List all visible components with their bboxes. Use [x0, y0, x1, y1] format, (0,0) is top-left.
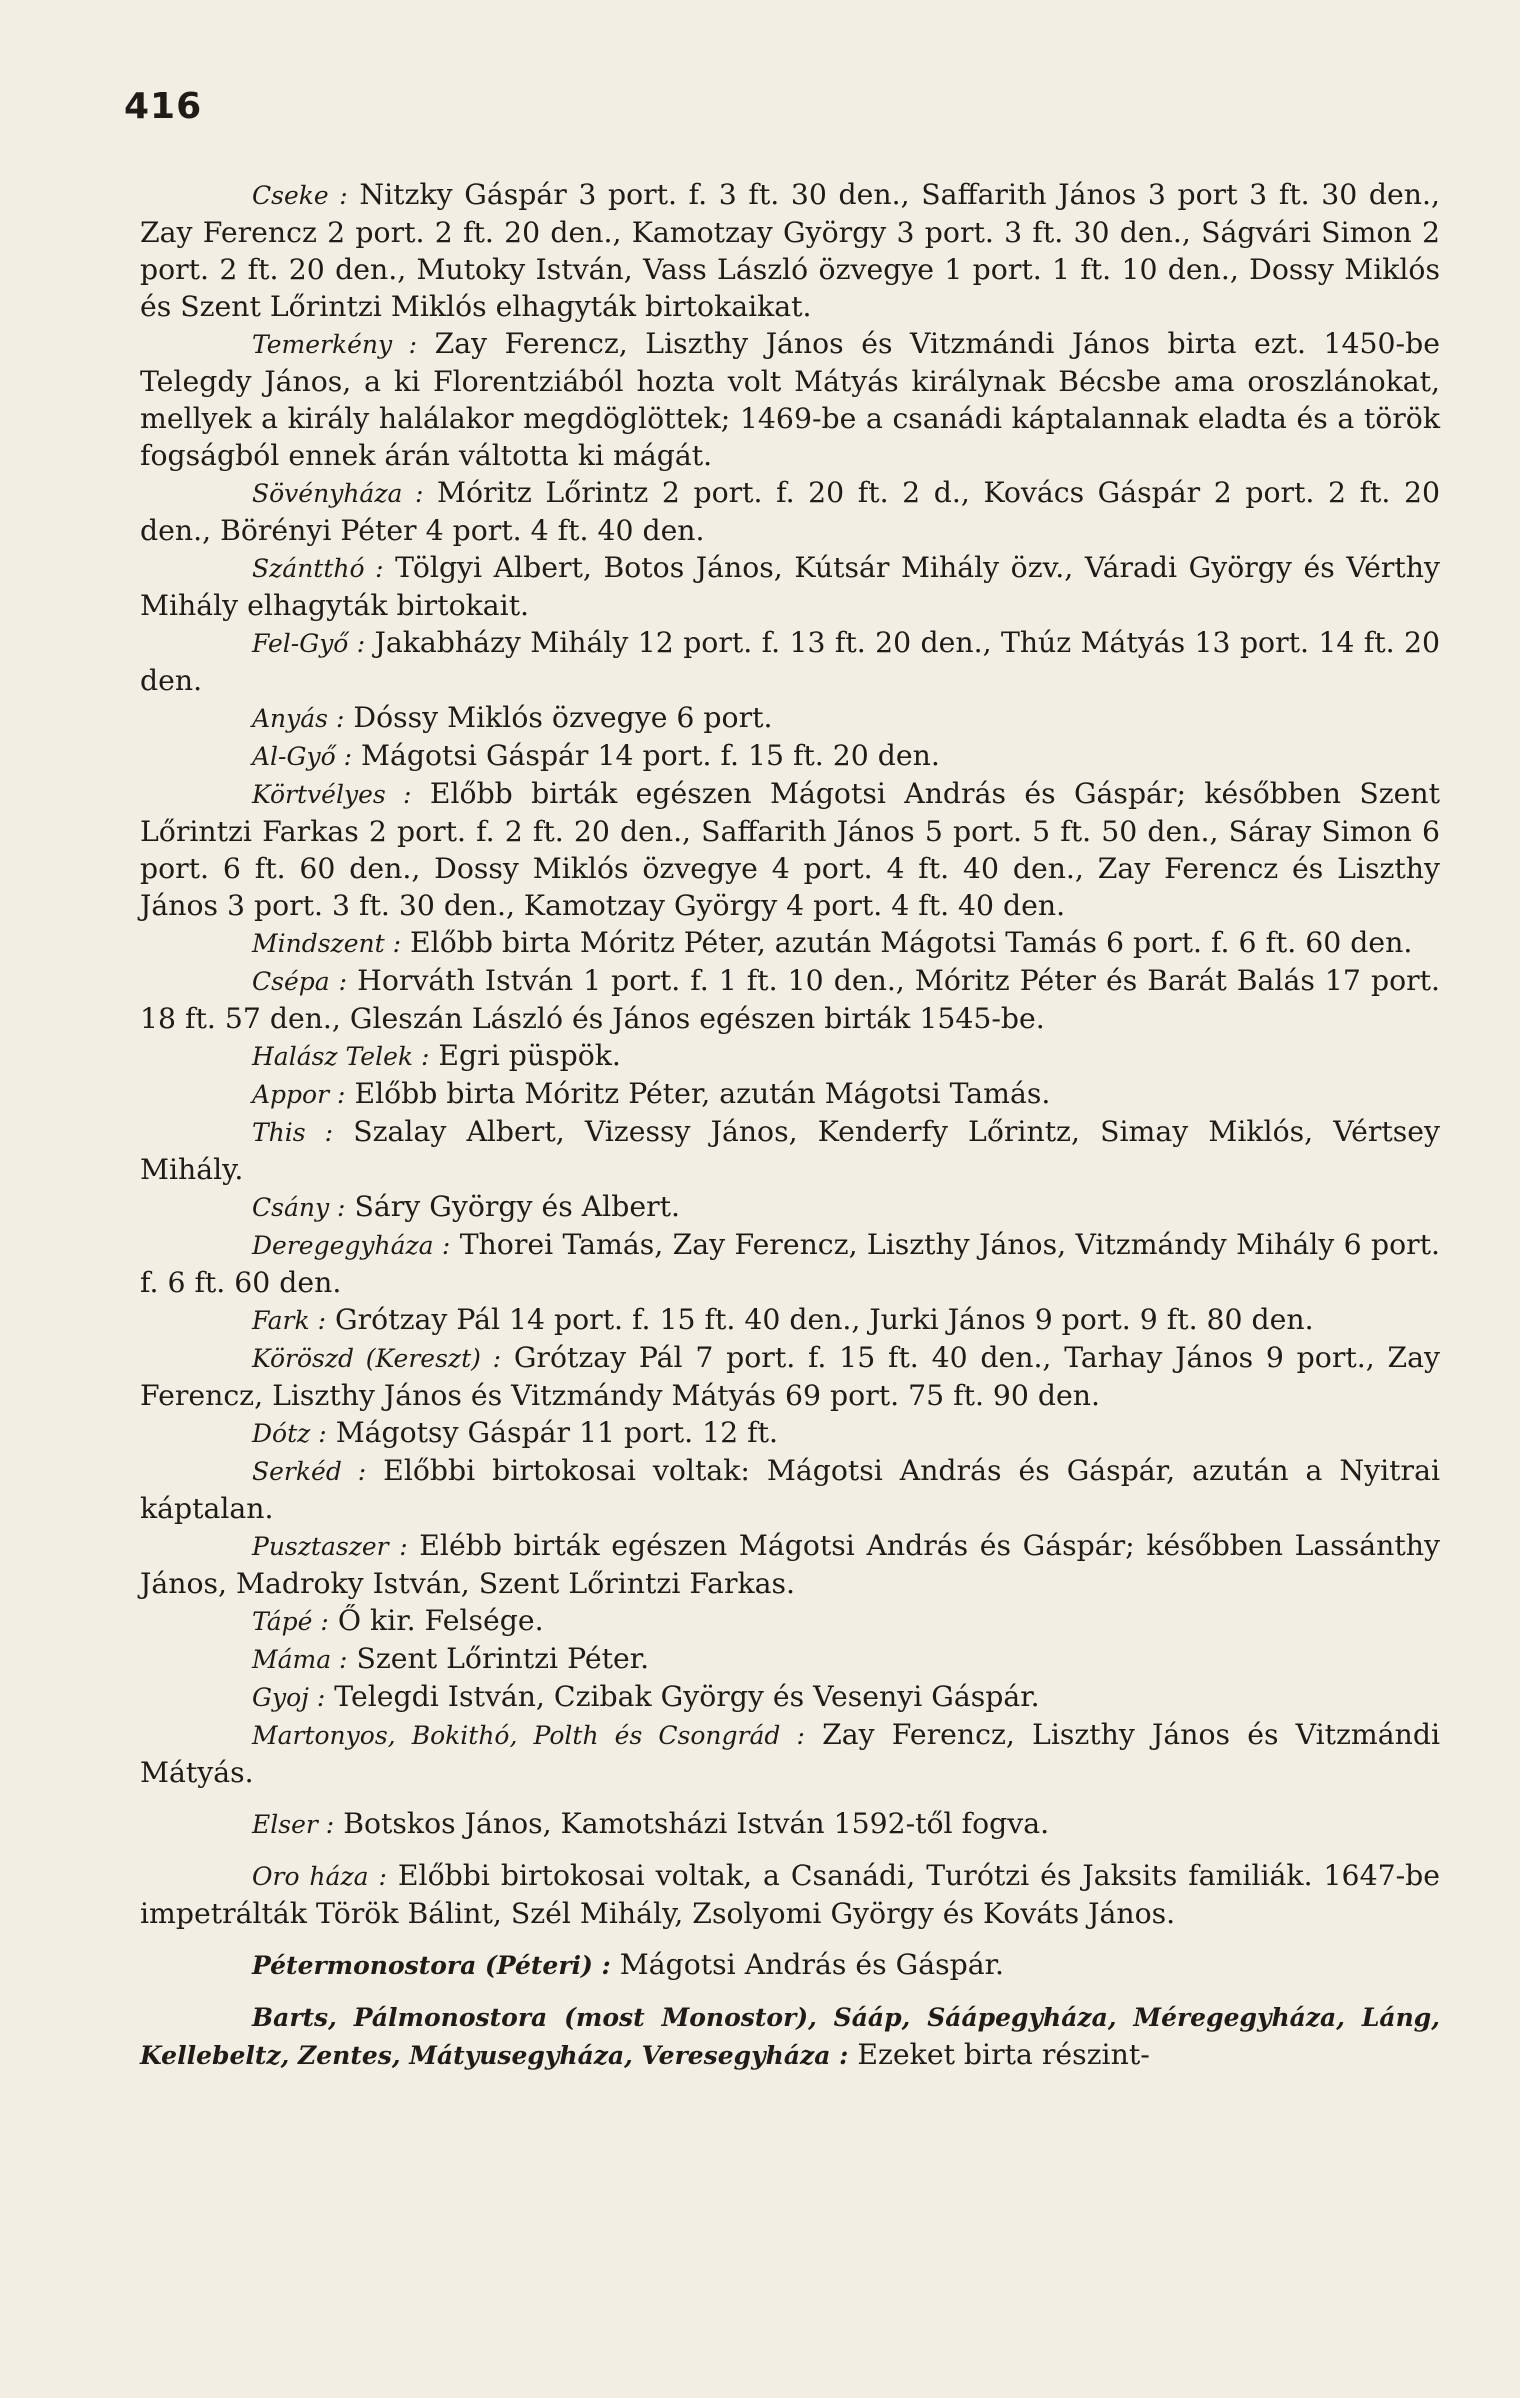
place-name: Oro háza : — [252, 1862, 387, 1891]
place-name: Barts, Pálmonostora (most Monostor), Sááp, Sáápegyháza, Méregegyháza, Láng, Kellebeltz, Zentes, Mátyusegyháza, Veresegyháza : — [140, 2003, 1440, 2070]
place-name: Al-Győ : — [252, 742, 353, 771]
entry-text: Előbb birták egészen Mágotsi András és Gáspár; későbben Szent Lőrintzi Farkas 2 port. f. 2 ft. 20 den., Saffarith János 5 port. 5 ft. 50 den., Sáray Simon 6 port. 6 ft. 60 den., Dossy Miklós özvegye 4 port. 4 ft. 40 den., Zay Ferencz és Liszthy János 3 port. 3 ft. 30 den., Kamotzay György 4 port. 4 ft. 40 den. — [140, 777, 1440, 922]
place-name: Deregegyháza : — [252, 1231, 451, 1260]
entry-mama — [140, 1640, 1440, 1678]
place-name: Appor : — [252, 1080, 346, 1109]
place-name: Máma : — [252, 1645, 348, 1674]
entry-text: Egri püspök. — [438, 1039, 621, 1072]
entry-martonyos — [140, 1716, 1440, 1791]
entry-text: Tölgyi Albert, Botos János, Kútsár Mihály özv., Váradi György és Vérthy Mihály elhagyták birtokait. — [140, 551, 1441, 622]
entry-text: Elébb birták egészen Mágotsi András és Gáspár; későbben Lassánthy János, Madroky István, Szent Lőrintzi Farkas. — [140, 1529, 1440, 1600]
entry-serked — [140, 1452, 1440, 1527]
entry-text: Horváth István 1 port. f. 1 ft. 10 den., Móritz Péter és Barát Balás 17 port. 18 ft. 57 den., Gleszán László és János egészen birták 1545-be. — [140, 964, 1441, 1035]
entry-text: Ezeket birta részint- — [857, 2038, 1150, 2071]
entry-dotz — [140, 1414, 1440, 1452]
entry-text: Zay Ferencz, Liszthy János és Vitzmándi János birta ezt. 1450-be Telegdy János, a ki Florentziából hozta volt Mátyás királynak Bécsbe ama oroszlánokat, mellyek a király halálakor megdöglöttek; 1469-be a csanádi káptalannak eladta és a török fogságból ennek árán váltotta ki mágát. — [140, 327, 1440, 472]
entry-fark — [140, 1301, 1440, 1339]
entry-text: Sáry György és Albert. — [354, 1190, 680, 1223]
entry-al-gyo — [140, 737, 1440, 775]
place-name: Mindszent : — [252, 929, 402, 958]
place-name: Csépa : — [252, 967, 348, 996]
entry-text: Előbbi birtokosai voltak: Mágotsi András és Gáspár, azután a Nyitrai káptalan. — [140, 1454, 1440, 1525]
entry-text: Mágotsi Gáspár 14 port. f. 15 ft. 20 den. — [361, 739, 940, 772]
entry-text: Jakabházy Mihály 12 port. f. 13 ft. 20 den., Thúz Mátyás 13 port. 14 ft. 20 den. — [140, 626, 1441, 697]
entry-cseke — [140, 176, 1440, 325]
entry-text: Előbb birta Móritz Péter, azután Mágotsi Tamás. — [354, 1077, 1051, 1110]
entry-text: Telegdi István, Czibak György és Vesenyi Gáspár. — [334, 1680, 1040, 1713]
place-name: Dótz : — [252, 1419, 327, 1448]
entry-elser — [140, 1805, 1440, 1843]
entry-text: Nitzky Gáspár 3 port. f. 3 ft. 30 den., Saffarith János 3 port 3 ft. 30 den., Zay Ferencz 2 port. 2 ft. 20 den., Kamotzay György 3 port. 3 ft. 30 den., Ságvári Simon 2 port. 2 ft. 20 den., Mutoky István, Vass László özvegye 1 port. 1 ft. 10 den., Dossy Miklós és Szent Lőrintzi Miklós elhagyták birtokaikat. — [140, 178, 1440, 323]
entry-appor — [140, 1075, 1440, 1113]
entry-sovenyhaza — [140, 474, 1440, 549]
entry-text: Dóssy Miklós özvegye 6 port. — [353, 701, 773, 734]
entry-tape — [140, 1602, 1440, 1640]
entry-mindszent — [140, 924, 1440, 962]
place-name: Köröszd (Kereszt) : — [252, 1344, 502, 1373]
place-name: Fel-Győ : — [252, 629, 366, 658]
place-name: Pusztaszer : — [252, 1532, 408, 1561]
entry-koroszd — [140, 1339, 1440, 1414]
entry-kortvelyes — [140, 775, 1440, 924]
entry-text: Zay Ferencz, Liszthy János és Vitzmándi Mátyás. — [140, 1718, 1441, 1789]
entry-text: Előbb birta Móritz Péter, azután Mágotsi Tamás 6 port. f. 6 ft. 60 den. — [410, 926, 1413, 959]
place-name: Serkéd : — [252, 1457, 367, 1486]
entry-csany — [140, 1188, 1440, 1226]
entry-temerkeny — [140, 325, 1440, 474]
entry-csepa — [140, 962, 1440, 1037]
entry-text: Mágotsi András és Gáspár. — [619, 1948, 1005, 1981]
place-name: Fark : — [252, 1306, 327, 1335]
entry-text: Ő kir. Felsége. — [337, 1604, 544, 1637]
entry-text: Móritz Lőrintz 2 port. f. 20 ft. 2 d., Kovács Gáspár 2 port. 2 ft. 20 den., Börényi Péter 4 port. 4 ft. 40 den. — [140, 476, 1441, 547]
entry-text: Grótzay Pál 7 port. f. 15 ft. 40 den., Tarhay János 9 port., Zay Ferencz, Liszthy János és Vitzmándy Mátyás 69 port. 75 ft. 90 den. — [140, 1341, 1440, 1412]
entry-text: Mágotsy Gáspár 11 port. 12 ft. — [335, 1416, 778, 1449]
entry-deregegyhaza — [140, 1226, 1440, 1301]
entry-szantho — [140, 549, 1440, 624]
place-name: Temerkény : — [252, 330, 418, 359]
place-name: Pétermonostora (Péteri) : — [252, 1951, 611, 1980]
place-name: Körtvélyes : — [252, 780, 412, 809]
document-body — [140, 176, 1440, 2074]
entry-text: Thorei Tamás, Zay Ferencz, Liszthy János, Vitzmándy Mihály 6 port. f. 6 ft. 60 den. — [140, 1228, 1440, 1299]
entry-text: Szalay Albert, Vizessy János, Kenderfy Lőrintz, Simay Miklós, Vértsey Mihály. — [140, 1115, 1440, 1186]
entry-text: Szent Lőrintzi Péter. — [356, 1642, 650, 1675]
place-name: Szántthó : — [252, 554, 384, 583]
entry-petermonostora — [140, 1946, 1440, 1984]
place-name: Gyoj : — [252, 1683, 326, 1712]
place-name: Martonyos, Bokithó, Polth és Csongrád : — [252, 1721, 805, 1750]
page-number: 416 — [124, 86, 203, 127]
entry-oro-haza — [140, 1857, 1440, 1932]
place-name: Cseke : — [252, 181, 348, 210]
entry-fel-gyo — [140, 624, 1440, 699]
entry-gyoj — [140, 1678, 1440, 1716]
place-name: Halász Telek : — [252, 1042, 430, 1071]
entry-pusztaszer — [140, 1527, 1440, 1602]
place-name: Tápé : — [252, 1607, 329, 1636]
entry-barts — [140, 1998, 1440, 2074]
entry-anyas — [140, 699, 1440, 737]
entry-halasz-telek — [140, 1037, 1440, 1075]
entry-text: Előbbi birtokosai voltak, a Csanádi, Turótzi és Jaksits familiák. 1647-be impetrálták Török Bálint, Szél Mihály, Zsolyomi György és Kováts János. — [140, 1859, 1440, 1930]
entry-this — [140, 1113, 1440, 1188]
place-name: Anyás : — [252, 704, 345, 733]
entry-text: Botskos János, Kamotsházi István 1592-től fogva. — [343, 1807, 1050, 1840]
place-name: Sövényháza : — [252, 479, 424, 508]
place-name: Csány : — [252, 1193, 346, 1222]
place-name: This : — [252, 1118, 334, 1147]
entry-text: Grótzay Pál 14 port. f. 15 ft. 40 den., Jurki János 9 port. 9 ft. 80 den. — [335, 1303, 1314, 1336]
place-name: Elser : — [252, 1810, 335, 1839]
